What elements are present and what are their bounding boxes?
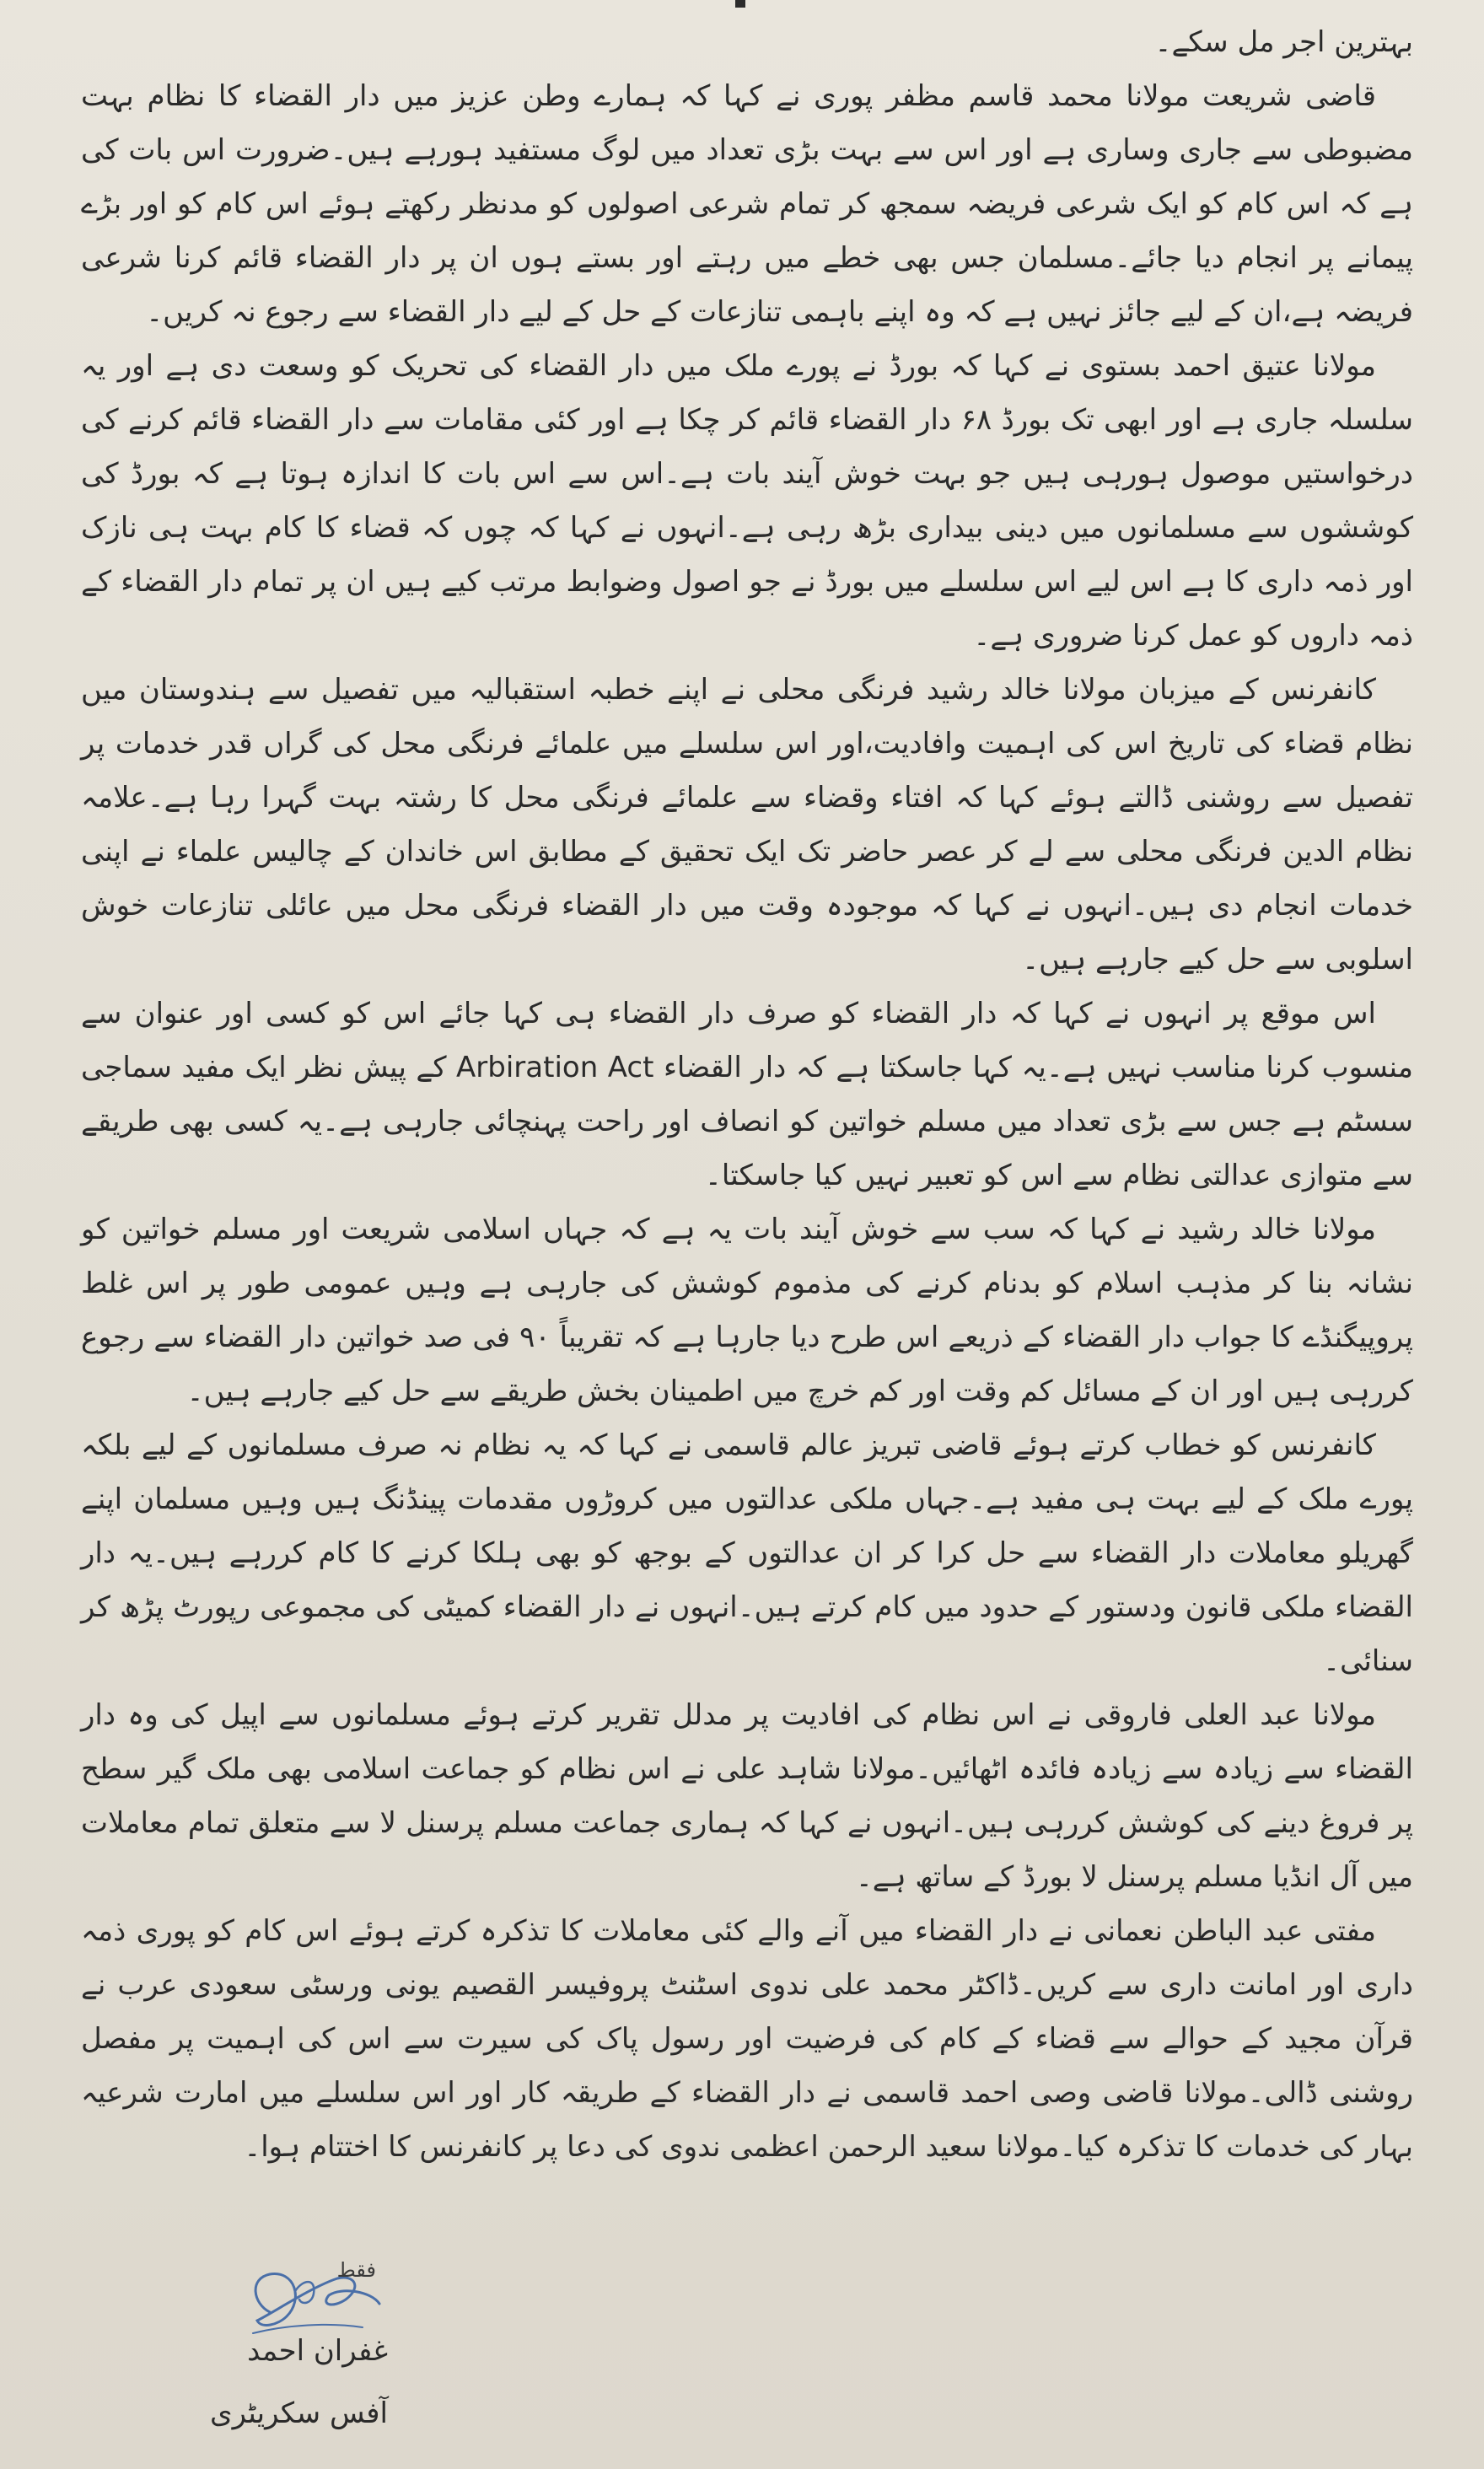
signature-title: آفس سکریٹری	[210, 2396, 388, 2430]
signature-block	[210, 2253, 388, 2456]
top-edge-mark	[735, 0, 745, 8]
paragraph-khalid-rasheed-women: مولانا خالد رشید نے کہا کہ سب سے خوش آیند بات یہ ہے کہ جہاں اسلامی شریعت اور مسلم خواتین کو نشانہ بنا کر مذہب اسلام کو بدنام کرنے کی مذموم کوشش کی جارہی ہے وہیں عمومی طور پر اس غلط پروپیگنڈے کا جواب دار القضاء کے ذریعے اس طرح دیا جارہا ہے کہ تقریباً ۹۰ فی صد خواتین دار القضاء سے رجوع کررہی ہیں اور ان کے مسائل کم وقت اور کم خرچ میں اطمینان بخش طریقے سے حل کیے جارہے ہیں۔	[81, 1213, 1413, 1408]
paragraph-abdul-batin-nomani: مفتی عبد الباطن نعمانی نے دار القضاء میں آنے والے کئی معاملات کا تذکرہ کرتے ہوئے اس کام کو پوری ذمہ داری اور امانت داری سے کریں۔ڈاکٹر محمد علی ندوی اسٹنٹ پروفیسر القصیم یونی ورسٹی سعودی عرب نے قرآن مجید کے حوالے سے قضاء کے کام کی فرضیت اور رسول پاک کی سیرت سے اس کی اہمیت پر مفصل روشنی ڈالی۔مولانا قاضی وصی احمد قاسمی نے دار القضاء کے طریقہ کار اور اس سلسلے میں امارت شرعیہ بہار کی خدمات کا تذکرہ کیا۔مولانا سعید الرحمن اعظمی ندوی کی دعا پر کانفرنس کا اختتام ہوا۔	[81, 1914, 1413, 2164]
paragraph-abdul-ali-farooqui: مولانا عبد العلی فاروقی نے اس نظام کی افادیت پر مدلل تقریر کرتے ہوئے مسلمانوں سے اپیل کی وہ دار القضاء سے زیادہ سے زیادہ فائدہ اٹھائیں۔مولانا شاہد علی نے اس نظام کو جماعت اسلامی بھی ملک گیر سطح پر فروغ دینے کی کوشش کررہی ہیں۔انہوں نے کہا کہ ہماری جماعت مسلم پرسنل لا سے متعلق تمام معاملات میں آل انڈیا مسلم پرسنل لا بورڈ کے ساتھ ہے۔	[81, 1698, 1413, 1894]
paragraph-qazi-qasim: قاضی شریعت مولانا محمد قاسم مظفر پوری نے کہا کہ ہمارے وطن عزیز میں دار القضاء کا نظام بہت مضبوطی سے جاری وساری ہے اور اس سے بہت بڑی تعداد میں لوگ مستفید ہورہے ہیں۔ضرورت اس بات کی ہے کہ اس کام کو ایک شرعی فریضہ سمجھ کر تمام شرعی اصولوں کو مدنظر رکھتے ہوئے اس کام کو اور بڑے پیمانے پر انجام دیا جائے۔مسلمان جس بھی خطے میں رہتے اور بستے ہوں ان پر دار القضاء قائم کرنا شرعی فریضہ ہے،ان کے لیے جائز نہیں ہے کہ وہ اپنے باہمی تنازعات کے حل کے لیے دار القضاء سے رجوع نہ کریں۔	[81, 79, 1413, 329]
paragraph-arbitration-act: اس موقع پر انہوں نے کہا کہ دار القضاء کو صرف دار القضاء ہی کہا جائے اس کو کسی اور عنوان سے منسوب کرنا مناسب نہیں ہے۔یہ کہا جاسکتا ہے کہ دار القضاء Arbiration Act کے پیش نظر ایک مفید سماجی سسٹم ہے جس سے بڑی تعداد میں مسلم خواتین کو انصاف اور راحت پہنچائی جارہی ہے۔یہ کسی بھی طریقے سے متوازی عدالتی نظام سے اس کو تعبیر نہیں کیا جاسکتا۔	[81, 997, 1414, 1192]
paragraph-tabrez-alam: کانفرنس کو خطاب کرتے ہوئے قاضی تبریز عالم قاسمی نے کہا کہ یہ نظام نہ صرف مسلمانوں کے لیے بلکہ پورے ملک کے لیے بہت ہی مفید ہے۔جہاں ملکی عدالتوں میں کروڑوں مقدمات پینڈنگ ہیں وہیں مسلمان اپنے گھریلو معاملات دار القضاء سے حل کرا کر ان عدالتوں کے بوجھ کو بھی ہلکا کرنے کا کام کررہے ہیں۔یہ دار القضاء ملکی قانون ودستور کے حدود میں کام کرتے ہیں۔انہوں نے دار القضاء کمیٹی کی مجموعی رپورٹ پڑھ کر سنائی۔	[81, 1428, 1413, 1678]
signature-name: غفران احمد	[247, 2334, 388, 2368]
document-body	[81, 15, 1413, 2174]
paragraph-atiq-bastavi: مولانا عتیق احمد بستوی نے کہا کہ بورڈ نے پورے ملک میں دار القضاء کی تحریک کو وسعت دی ہے اور یہ سلسلہ جاری ہے اور ابھی تک بورڈ ۶۸ دار القضاء قائم کر چکا ہے اور کئی مقامات سے دار القضاء قائم کرنے کی درخواستیں موصول ہورہی ہیں جو بہت خوش آیند بات ہے۔اس سے اس بات کا اندازہ ہوتا ہے کہ بورڈ کی کوششوں سے مسلمانوں میں دینی بیداری بڑھ رہی ہے۔انہوں نے کہا کہ چوں کہ قضاء کا کام بہت ہی نازک اور ذمہ داری کا ہے اس لیے اس سلسلے میں بورڈ نے جو اصول وضوابط مرتب کیے ہیں ان پر تمام دار القضاء کے ذمہ داروں کو عمل کرنا ضروری ہے۔	[81, 349, 1413, 653]
signature-closing: فقط	[336, 2258, 376, 2282]
paragraph-khalid-rasheed-welcome: کانفرنس کے میزبان مولانا خالد رشید فرنگی محلی نے اپنے خطبہ استقبالیہ میں تفصیل سے ہندوستان میں نظام قضاء کی تاریخ اس کی اہمیت وافادیت،اور اس سلسلے میں علمائے فرنگی محل کی گراں قدر خدمات پر تفصیل سے روشنی ڈالتے ہوئے کہا کہ افتاء وقضاء سے علمائے فرنگی محل کا رشتہ بہت گہرا رہا ہے۔علامہ نظام الدین فرنگی محلی سے لے کر عصر حاضر تک ایک تحقیق کے مطابق اس خاندان کے چالیس علماء نے اپنی خدمات انجام دی ہیں۔انہوں نے کہا کہ موجودہ وقت میں دار القضاء فرنگی محل میں عائلی تنازعات خوش اسلوبی سے حل کیے جارہے ہیں۔	[81, 673, 1413, 976]
paragraph-opening-line: بہترین اجر مل سکے۔	[1154, 25, 1413, 59]
